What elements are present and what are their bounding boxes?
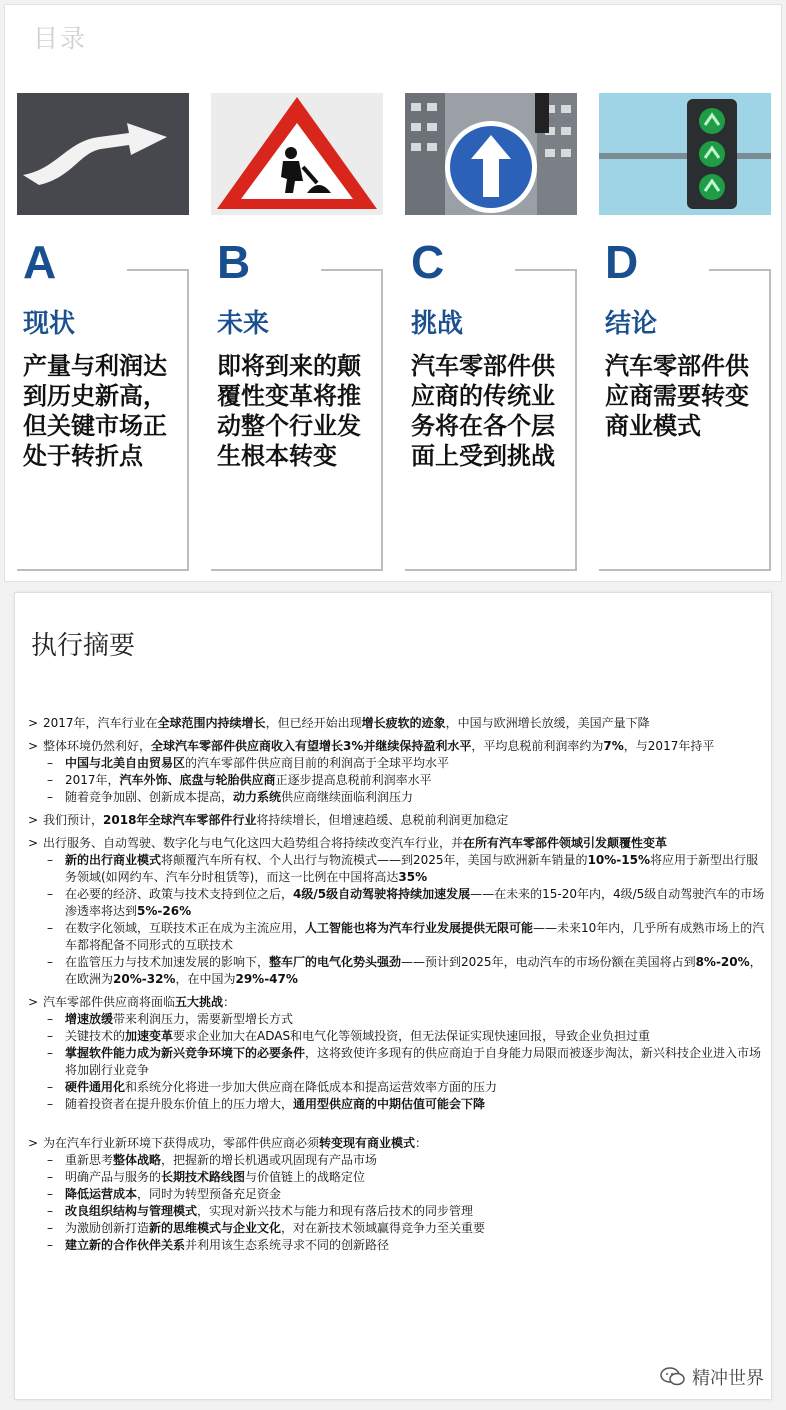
watermark-text: 精冲世界 bbox=[692, 1368, 764, 1389]
watermark bbox=[660, 1364, 764, 1390]
section-heading: 未来 bbox=[217, 309, 270, 339]
executive-summary-card bbox=[14, 592, 772, 1400]
wechat-icon bbox=[660, 1367, 686, 1387]
text: ，在欧洲为 bbox=[65, 955, 762, 986]
text: ： bbox=[415, 1136, 428, 1150]
text: 带来利润压力，需要新型增长方式 bbox=[113, 1012, 294, 1026]
text: ，中国与欧洲增长放缓，美国产量下降 bbox=[445, 716, 650, 730]
summary-point bbox=[25, 738, 765, 755]
summary-body bbox=[25, 715, 765, 1260]
bold-text: 8%-20% bbox=[695, 955, 750, 969]
summary-subpoint bbox=[25, 755, 765, 772]
text: 在必要的经济、政策与技术支持到位之后， bbox=[65, 887, 294, 901]
summary-subpoint bbox=[25, 954, 765, 988]
text: 2017年， bbox=[65, 773, 120, 787]
text: 为激励创新打造 bbox=[65, 1221, 150, 1235]
text: 在数字化领域，互联技术正在成为主流应用， bbox=[65, 921, 306, 935]
text: 将持续增长，但增速趋缓、息税前利润更加稳定 bbox=[256, 813, 509, 827]
text: 关键技术的 bbox=[65, 1029, 126, 1043]
bold-text: 7% bbox=[603, 739, 624, 753]
bold-text: 增速放缓 bbox=[65, 1012, 114, 1026]
text: 2017年，汽车行业在 bbox=[43, 716, 158, 730]
bold-text: 新的出行商业模式 bbox=[65, 853, 162, 867]
summary-subpoint bbox=[25, 886, 765, 920]
bold-text: 通用型供应商的中期估值可能会下降 bbox=[293, 1097, 486, 1111]
toc-title: 目录 bbox=[33, 24, 88, 53]
bold-text: 整车厂的电气化势头强劲 bbox=[269, 955, 402, 969]
text: 整体环境仍然利好， bbox=[43, 739, 152, 753]
bold-text: 转变现有商业模式 bbox=[319, 1136, 416, 1150]
text: 的汽车零部件供应商目前的利润高于全球平均水平 bbox=[185, 756, 450, 770]
summary-subpoint bbox=[25, 852, 765, 886]
summary-point bbox=[25, 835, 765, 852]
text: 并利用该生态系统寻求不同的创新路径 bbox=[185, 1238, 390, 1252]
toc-section-c bbox=[405, 93, 577, 470]
toc-card bbox=[4, 4, 782, 582]
section-letter: A bbox=[23, 236, 57, 288]
text: 为在汽车行业新环境下获得成功，零部件供应商必须 bbox=[43, 1136, 320, 1150]
bold-text: 掌握软件能力成为新兴竞争环境下的必要条件 bbox=[65, 1046, 306, 1060]
summary-subpoint bbox=[25, 789, 765, 806]
bold-text: 长期技术路线图 bbox=[161, 1170, 246, 1184]
bold-text: 建立新的合作伙伴关系 bbox=[65, 1238, 186, 1252]
summary-subpoint bbox=[25, 1169, 765, 1186]
text: 在监管压力与技术加速发展的影响下， bbox=[65, 955, 270, 969]
summary-point bbox=[25, 1135, 765, 1152]
section-description: 汽车零部件供应商的传统业务将在各个层面上受到挑战 bbox=[411, 352, 555, 470]
text: 汽车零部件供应商将面临 bbox=[43, 995, 176, 1009]
summary-subpoint bbox=[25, 1079, 765, 1096]
text: 供应商继续面临利润压力 bbox=[281, 790, 414, 804]
section-heading: 结论 bbox=[605, 309, 658, 339]
summary-subpoint bbox=[25, 772, 765, 789]
summary-title: 执行摘要 bbox=[31, 631, 136, 661]
toc-section-b bbox=[211, 93, 383, 470]
bold-text: 人工智能也将为汽车行业发展提供无限可能 bbox=[305, 921, 534, 935]
summary-block bbox=[25, 835, 765, 988]
bold-text: 整体战略 bbox=[113, 1153, 162, 1167]
summary-subpoint bbox=[25, 1220, 765, 1237]
bold-text: 全球汽车零部件供应商收入有望增长3%并继续保持盈利水平 bbox=[151, 739, 472, 753]
text: 随着投资者在提升股东价值上的压力增大， bbox=[65, 1097, 294, 1111]
text: 将颠覆汽车所有权、个人出行与物流模式——到2025年，美国与欧洲新车销量的 bbox=[161, 853, 588, 867]
text: ，对在新技术领域赢得竞争力至关重要 bbox=[281, 1221, 486, 1235]
text: ，同时为转型预备充足资金 bbox=[137, 1187, 282, 1201]
bold-text: 2018年全球汽车零部件行业 bbox=[103, 813, 257, 827]
text: 明确产品与服务的 bbox=[65, 1170, 162, 1184]
summary-subpoint bbox=[25, 1011, 765, 1028]
text: 与价值链上的战略定位 bbox=[245, 1170, 366, 1184]
summary-point bbox=[25, 715, 765, 732]
bold-text: 在所有汽车零部件领域引发颠覆性变革 bbox=[463, 836, 668, 850]
section-description: 汽车零部件供应商需要转变商业模式 bbox=[605, 352, 749, 440]
section-description: 产量与利润达到历史新高，但关键市场正处于转折点 bbox=[23, 352, 167, 470]
summary-point bbox=[25, 812, 765, 829]
text: ，平均息税前利润率约为 bbox=[471, 739, 604, 753]
summary-block bbox=[25, 812, 765, 829]
summary-subpoint bbox=[25, 1096, 765, 1113]
text: ，但已经开始出现 bbox=[265, 716, 362, 730]
text: ，这将致使许多现有的供应商迫于自身能力局限而被逐步淘汰，新兴科技企业进入市场将加剧行业竞争 bbox=[65, 1046, 762, 1077]
roadwork-sign-image bbox=[211, 93, 383, 215]
bold-text: 五大挑战 bbox=[175, 995, 224, 1009]
bold-text: 增长疲软的迹象 bbox=[361, 716, 446, 730]
up-arrow-sign-image bbox=[405, 93, 577, 215]
summary-block bbox=[25, 738, 765, 806]
text: ，在中国为 bbox=[175, 972, 236, 986]
text: 正逐步提高息税前利润率水平 bbox=[275, 773, 432, 787]
bold-text: 动力系统 bbox=[233, 790, 282, 804]
summary-block bbox=[25, 994, 765, 1113]
summary-point bbox=[25, 994, 765, 1011]
toc-section-a bbox=[17, 93, 189, 470]
bold-text: 加速变革 bbox=[125, 1029, 174, 1043]
bold-text: 10%-15% bbox=[587, 853, 650, 867]
text: 我们预计， bbox=[43, 813, 104, 827]
section-letter: B bbox=[217, 236, 251, 288]
summary-subpoint bbox=[25, 920, 765, 954]
summary-subpoint bbox=[25, 1203, 765, 1220]
bold-text: 4级/5级自动驾驶将持续加速发展 bbox=[293, 887, 471, 901]
bold-text: 全球范围内持续增长 bbox=[157, 716, 266, 730]
road-arrow-image bbox=[17, 93, 189, 215]
bold-text: 35% bbox=[398, 870, 428, 884]
summary-subpoint bbox=[25, 1237, 765, 1254]
bold-text: 降低运营成本 bbox=[65, 1187, 138, 1201]
text: 重新思考 bbox=[65, 1153, 114, 1167]
text: 随着竞争加剧、创新成本提高， bbox=[65, 790, 234, 804]
text: 和系统分化将进一步加大供应商在降低成本和提高运营效率方面的压力 bbox=[125, 1080, 498, 1094]
bold-text: 新的思维模式与企业文化 bbox=[149, 1221, 282, 1235]
section-description: 即将到来的颠覆性变革将推动整个行业发生根本转变 bbox=[217, 352, 361, 470]
section-heading: 现状 bbox=[23, 309, 76, 339]
section-heading: 挑战 bbox=[411, 309, 464, 339]
text: ，实现对新兴技术与能力和现有落后技术的同步管理 bbox=[197, 1204, 474, 1218]
summary-subpoint bbox=[25, 1186, 765, 1203]
text: ，与2017年持平 bbox=[623, 739, 715, 753]
bold-text: 改良组织结构与管理模式 bbox=[65, 1204, 198, 1218]
text: ——在未来的15-20年内，4级/5级自动驾驶汽车的市场渗透率将达到 bbox=[65, 887, 765, 918]
text: 出行服务、自动驾驶、数字化与电气化这四大趋势组合将持续改变汽车行业，并 bbox=[43, 836, 464, 850]
summary-subpoint bbox=[25, 1028, 765, 1045]
bold-text: 汽车外饰、底盘与轮胎供应商 bbox=[119, 773, 276, 787]
section-letter: C bbox=[411, 236, 445, 288]
text: ： bbox=[223, 995, 236, 1009]
bold-text: 29%-47% bbox=[235, 972, 298, 986]
section-letter: D bbox=[605, 236, 639, 288]
text: 将应用于新型出行服务领域(如网约车、汽车分时租赁等)，而这一比例在中国将高达 bbox=[65, 853, 759, 884]
summary-block bbox=[25, 1135, 765, 1254]
text: ——未来10年内，几乎所有成熟市场上的汽车都将配备不同形式的互联技术 bbox=[65, 921, 765, 952]
toc-section-d bbox=[599, 93, 771, 440]
traffic-light-image bbox=[599, 93, 771, 215]
summary-subpoint bbox=[25, 1045, 765, 1079]
bold-text: 硬件通用化 bbox=[65, 1080, 126, 1094]
bold-text: 20%-32% bbox=[113, 972, 176, 986]
text: ，把握新的增长机遇或巩固现有产品市场 bbox=[161, 1153, 378, 1167]
bold-text: 中国与北美自由贸易区 bbox=[65, 756, 186, 770]
bold-text: 5%-26% bbox=[137, 904, 192, 918]
text: 要求企业加大在ADAS和电气化等领域投资，但无法保证实现快速回报，导致企业负担过重 bbox=[173, 1029, 651, 1043]
text: ——预计到2025年，电动汽车的市场份额在美国将占到 bbox=[401, 955, 696, 969]
summary-subpoint bbox=[25, 1152, 765, 1169]
summary-block bbox=[25, 715, 765, 732]
